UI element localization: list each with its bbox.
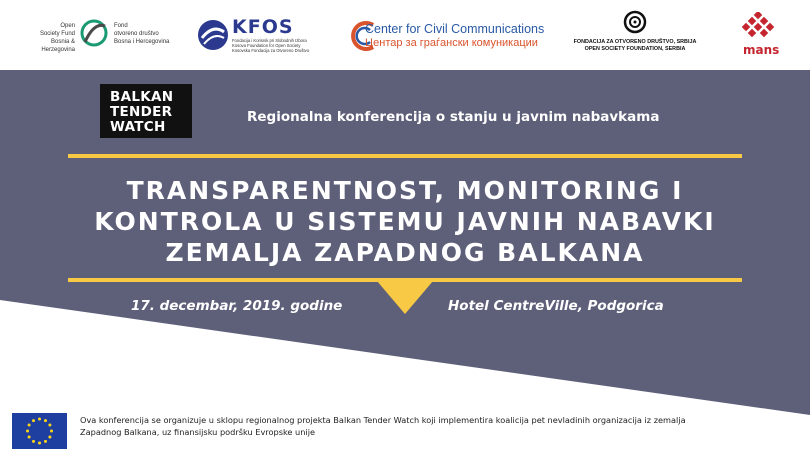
- btw-line: WATCH: [110, 119, 166, 135]
- osf-local-line: Bosna i Hercegovina: [114, 39, 170, 45]
- kfos-wordmark: KFOS: [232, 16, 294, 38]
- accent-triangle: [377, 281, 433, 315]
- kfos-line: Fondacija i Korisnik pri Slobodnih Izbora: [232, 38, 307, 43]
- title-line: KONTROLA U SISTEMU JAVNIH NABAVKI: [94, 207, 716, 236]
- fod-serbia-logo: [565, 10, 705, 60]
- osf-text-line: Bosnia & Herzegovina: [41, 39, 75, 53]
- conference-subtitle: Regionalna konferencija o stanju u javnim nabavkama: [247, 109, 660, 125]
- osf-local-line: Fond: [114, 23, 128, 29]
- mans-wordmark: mans: [743, 43, 780, 57]
- logo-strip: [0, 0, 810, 70]
- kfos-line: Kosova Foundation for Open Society: [232, 43, 301, 48]
- kfos-logo: [196, 14, 316, 58]
- ccc-name-mk: Центар за граѓански комуникации: [365, 37, 538, 49]
- ccc-logo: [351, 20, 551, 54]
- event-venue: Hotel CentreVille, Podgorica: [448, 298, 664, 314]
- eu-flag-icon: [12, 413, 67, 449]
- btw-line: BALKAN: [110, 89, 174, 105]
- conference-title: [40, 175, 770, 268]
- osf-local-line: otvoreno društvo: [114, 31, 159, 37]
- mans-grid-icon: [742, 12, 778, 42]
- fod-line: FONDACIJA ZA OTVORENO DRUŠTVO, SRBIJA: [573, 39, 697, 45]
- fod-spiral-icon: [623, 10, 647, 34]
- fod-line: OPEN SOCIETY FOUNDATION, SERBIA: [584, 46, 686, 52]
- title-line: ZEMALJA ZAPADNOG BALKANA: [165, 238, 645, 267]
- balkan-tender-watch-logo: [100, 84, 192, 138]
- osf-text-line: Society Fund: [39, 31, 75, 37]
- top-accent-line: [68, 154, 742, 158]
- ccc-name-en: Center for Civil Communications: [365, 22, 545, 36]
- kfos-circle-icon: [196, 18, 230, 52]
- funding-note: Ova konferencija se organizuje u sklopu regionalnog projekta Balkan Tender Watch koji implementira koalicija pet nevladinih organizacija iz zemalja Zapadnog Balkana, uz finansijsku podršku Evropske unije: [80, 415, 686, 437]
- osf-text-line: Open: [60, 23, 75, 29]
- osf-bih-logo: [20, 16, 175, 56]
- event-date: 17. decembar, 2019. godine: [131, 298, 343, 314]
- btw-line: TENDER: [110, 104, 173, 120]
- osf-swirl-icon: [79, 16, 109, 50]
- kfos-line: Kosovska Fondacija za Otvoreno Društvo: [232, 48, 310, 53]
- mans-logo: [740, 12, 780, 58]
- title-line: TRANSPARENTNOST, MONITORING I: [126, 176, 684, 205]
